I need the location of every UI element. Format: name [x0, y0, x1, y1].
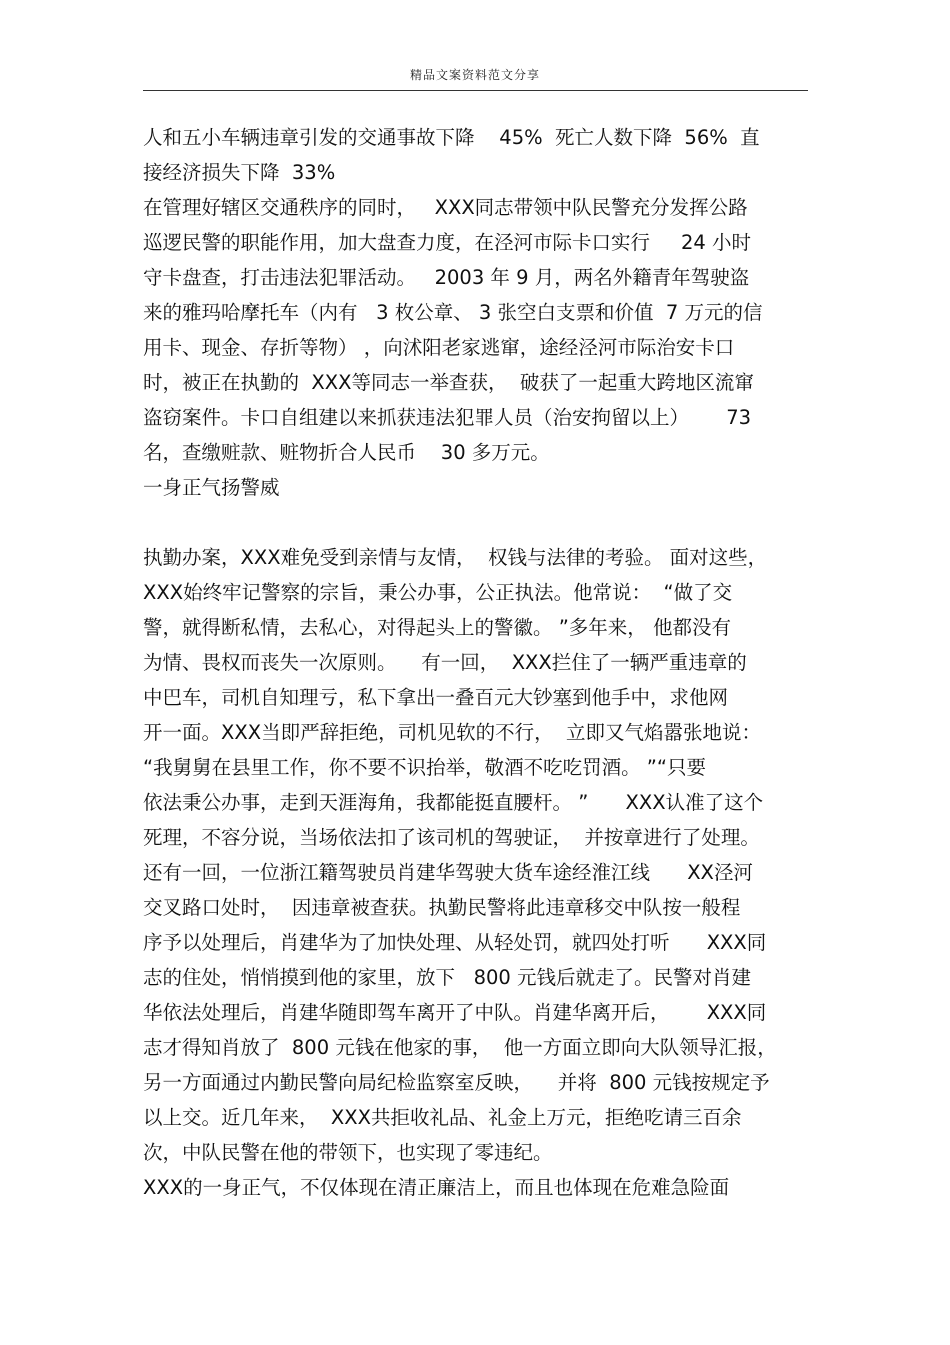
text-line: 巡逻民警的职能作用，加大盘查力度，在泾河市际卡口实行 24 小时 [143, 231, 752, 254]
blank-line [143, 505, 823, 540]
text-line: 时，被正在执勤的 XXX等同志一举查获， 破获了一起重大跨地区流窜 [143, 371, 754, 394]
header-divider [143, 90, 808, 91]
text-line: “我舅舅在县里工作，你不要不识抬举，敬酒不吃吃罚酒。 ”“只要 [143, 756, 707, 779]
text-line: 为情、畏权而丧失一次原则。 有一回， XXX拦住了一辆严重违章的 [143, 651, 747, 674]
text-line: 守卡盘查，打击违法犯罪活动。 2003 年 9 月，两名外籍青年驾驶盗 [143, 266, 750, 289]
text-line: 用卡、现金、存折等物） ，向沭阳老家逃窜，途经泾河市际治安卡口 [143, 336, 735, 359]
text-line: XXX的一身正气，不仅体现在清正廉洁上，而且也体现在危难急险面 [143, 1176, 730, 1199]
text-line: 交叉路口处时， 因违章被查获。执勤民警将此违章移交中队按一般程 [143, 896, 741, 919]
text-line: 序予以处理后，肖建华为了加快处理、从轻处罚，就四处打听 XXX同 [143, 931, 767, 954]
text-line: 中巴车，司机自知理亏，私下拿出一叠百元大钞塞到他手中，求他网 [143, 686, 729, 709]
text-line: 执勤办案，XXX难免受到亲情与友情， 权钱与法律的考验。 面对这些， [143, 546, 768, 569]
document-body [143, 120, 823, 1205]
text-line: 接经济损失下降 33% [143, 161, 336, 184]
text-line: 在管理好辖区交通秩序的同时， XXX同志带领中队民警充分发挥公路 [143, 196, 748, 219]
text-line: 人和五小车辆违章引发的交通事故下降 45% 死亡人数下降 56% 直 [143, 126, 760, 149]
text-line: 来的雅玛哈摩托车（内有 3 枚公章、 3 张空白支票和价值 7 万元的信 [143, 301, 763, 324]
text-line: 名，查缴赃款、赃物折合人民币 30 多万元。 [143, 441, 550, 464]
text-line: 华依法处理后，肖建华随即驾车离开了中队。肖建华离开后， XXX同 [143, 1001, 767, 1024]
page-header: 精品文案资料范文分享 [409, 68, 540, 82]
text-line: 志才得知肖放了 800 元钱在他家的事， 他一方面立即向大队领导汇报， [143, 1036, 777, 1059]
text-line: 警，就得断私情，去私心，对得起头上的警徽。 ”多年来， 他都没有 [143, 616, 731, 639]
text-line: 次，中队民警在他的带领下，也实现了零违纪。 [143, 1141, 553, 1164]
text-line: 还有一回，一位浙江籍驾驶员肖建华驾驶大货车途经淮江线 XX泾河 [143, 861, 753, 884]
text-line: 另一方面通过内勤民警向局纪检监察室反映， 并将 800 元钱按规定予 [143, 1071, 770, 1094]
text-line: 一身正气扬警威 [143, 476, 280, 499]
text-line: XXX始终牢记警察的宗旨，秉公办事，公正执法。他常说： “做了交 [143, 581, 733, 604]
text-line: 以上交。近几年来， XXX共拒收礼品、礼金上万元，拒绝吃请三百余 [143, 1106, 742, 1129]
text-line: 开一面。XXX当即严辞拒绝，司机见软的不行， 立即又气焰嚣张地说： [143, 721, 761, 744]
text-line: 依法秉公办事，走到天涯海角，我都能挺直腰杆。 ” XXX认准了这个 [143, 791, 764, 814]
text-line: 死理，不容分说，当场依法扣了该司机的驾驶证， 并按章进行了处理。 [143, 826, 760, 849]
text-line: 志的住处，悄悄摸到他的家里，放下 800 元钱后就走了。民警对肖建 [143, 966, 752, 989]
text-line: 盗窃案件。卡口自组建以来抓获违法犯罪人员（治安拘留以上） 73 [143, 406, 752, 429]
